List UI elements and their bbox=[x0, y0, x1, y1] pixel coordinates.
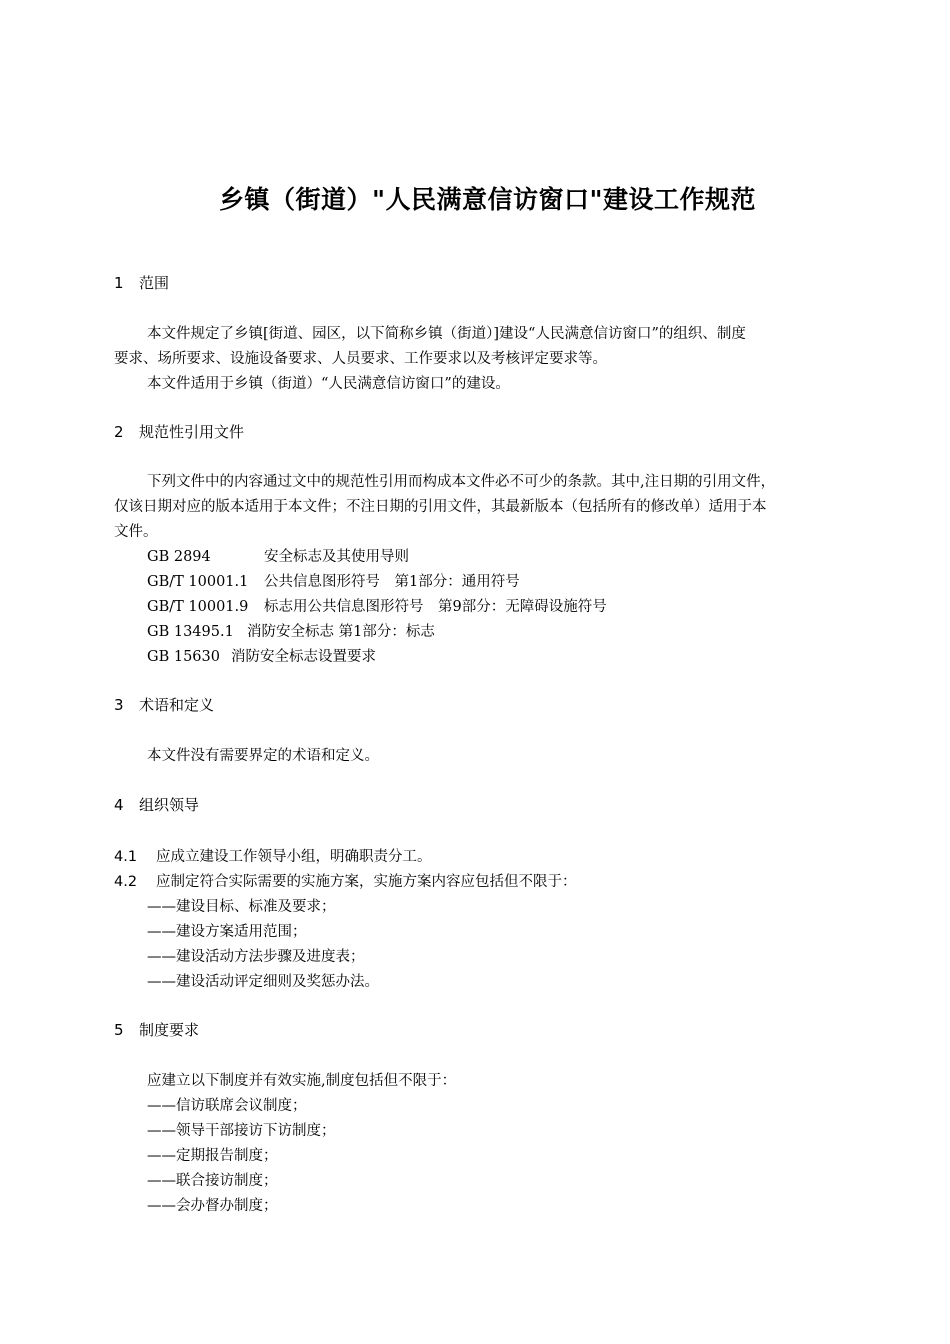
reference-name: 安全标志及其使用导则 bbox=[264, 549, 409, 565]
clause-number: 4.2 bbox=[114, 874, 138, 890]
section-title: 规范性引用文件 bbox=[139, 423, 245, 441]
section-heading-1 bbox=[114, 272, 169, 293]
section-number: 4 bbox=[114, 796, 124, 814]
document-title: 乡镇（街道）"人民满意信访窗口"建设工作规范 bbox=[218, 185, 757, 214]
section-number: 1 bbox=[114, 274, 124, 292]
section-number: 5 bbox=[114, 1021, 124, 1039]
paragraph-line: 要求、场所要求、设施设备要求、人员要求、工作要求以及考核评定要求等。 bbox=[114, 351, 607, 367]
reference-name: 消防安全标志设置要求 bbox=[231, 649, 376, 665]
reference-code: GB 2894 bbox=[147, 549, 211, 565]
reference-item bbox=[147, 545, 409, 566]
paragraph-line: 仅该日期对应的版本适用于本文件；不注日期的引用文件，其最新版本（包括所有的修改单）适用于本 bbox=[114, 499, 767, 515]
section-number: 3 bbox=[114, 696, 124, 714]
reference-item bbox=[147, 620, 435, 641]
reference-code: GB 13495.1 bbox=[147, 624, 234, 640]
reference-code: GB/T 10001.1 bbox=[147, 574, 249, 590]
clause-4-1 bbox=[114, 845, 432, 866]
paragraph-line: 本文件规定了乡镇[街道、园区，以下简称乡镇（街道）]建设“人民满意信访窗口”的组织、制度 bbox=[147, 326, 746, 342]
section-heading-3 bbox=[114, 694, 214, 715]
list-item: ——联合接访制度； bbox=[147, 1173, 278, 1189]
list-item: ——定期报告制度； bbox=[147, 1148, 278, 1164]
section-heading-2 bbox=[114, 421, 244, 442]
section-title: 术语和定义 bbox=[139, 696, 215, 714]
reference-item bbox=[147, 645, 376, 666]
reference-name: 公共信息图形符号 第1部分：通用符号 bbox=[264, 574, 520, 590]
list-item: ——信访联席会议制度； bbox=[147, 1098, 307, 1114]
clause-4-2 bbox=[114, 870, 577, 891]
clause-text: 应成立建设工作领导小组，明确职责分工。 bbox=[156, 849, 432, 865]
list-item: ——建设活动评定细则及奖惩办法。 bbox=[147, 974, 379, 990]
paragraph-line: 本文件没有需要界定的术语和定义。 bbox=[147, 748, 379, 764]
list-item: ——建设活动方法步骤及进度表； bbox=[147, 949, 365, 965]
section-heading-5 bbox=[114, 1019, 199, 1040]
reference-item bbox=[147, 595, 607, 616]
section-number: 2 bbox=[114, 423, 124, 441]
paragraph-line: 应建立以下制度并有效实施,制度包括但不限于： bbox=[147, 1073, 457, 1089]
section-title: 制度要求 bbox=[139, 1021, 200, 1039]
clause-number: 4.1 bbox=[114, 849, 138, 865]
clause-text: 应制定符合实际需要的实施方案，实施方案内容应包括但不限于： bbox=[156, 874, 577, 890]
reference-code: GB 15630 bbox=[147, 649, 220, 665]
list-item: ——建设目标、标准及要求； bbox=[147, 899, 336, 915]
reference-code: GB/T 10001.9 bbox=[147, 599, 249, 615]
reference-name: 消防安全标志 第1部分：标志 bbox=[247, 624, 435, 640]
paragraph-line: 下列文件中的内容通过文中的规范性引用而构成本文件必不可少的条款。其中,注日期的引用文件， bbox=[147, 474, 776, 490]
paragraph-line: 文件。 bbox=[114, 524, 158, 540]
reference-name: 标志用公共信息图形符号 第9部分：无障碍设施符号 bbox=[264, 599, 607, 615]
reference-item bbox=[147, 570, 520, 591]
paragraph-line: 本文件适用于乡镇（街道）“人民满意信访窗口”的建设。 bbox=[147, 376, 510, 392]
list-item: ——会办督办制度； bbox=[147, 1198, 278, 1214]
section-title: 范围 bbox=[139, 274, 170, 292]
section-heading-4 bbox=[114, 794, 199, 815]
list-item: ——建设方案适用范围； bbox=[147, 924, 307, 940]
list-item: ——领导干部接访下访制度； bbox=[147, 1123, 336, 1139]
section-title: 组织领导 bbox=[139, 796, 200, 814]
